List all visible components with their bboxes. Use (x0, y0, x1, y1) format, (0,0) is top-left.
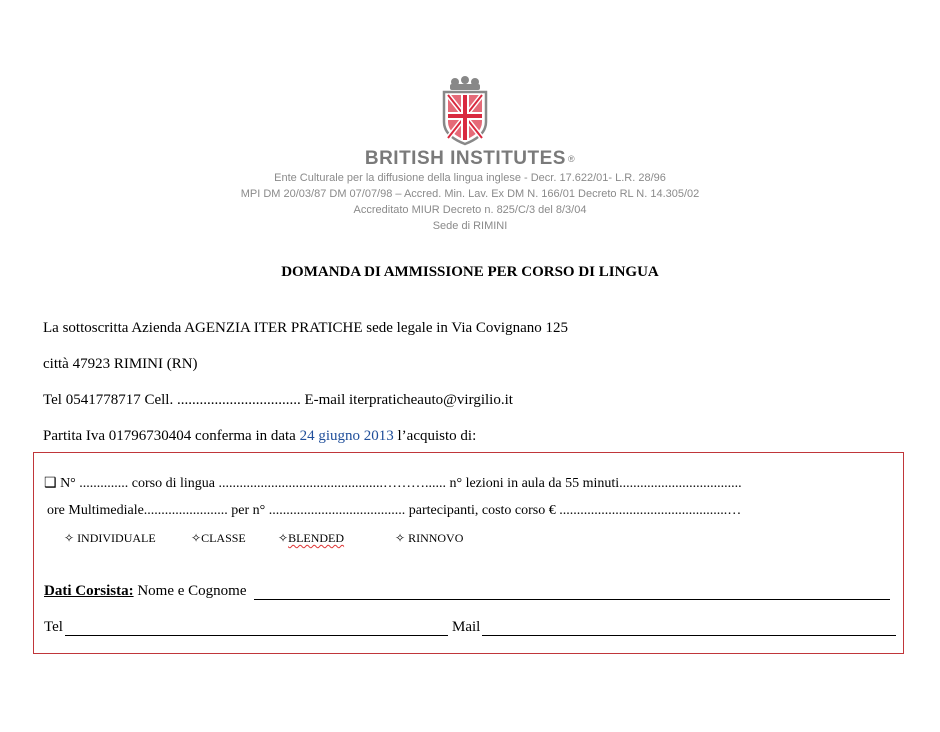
option-star-icon: ✧ (395, 531, 406, 545)
option-star-icon: ✧ (278, 531, 289, 545)
header-line-1: Ente Culturale per la diffusione della lingua inglese - Decr. 17.622/01- L.R. 28/96 (274, 172, 666, 184)
option-label: CLASSE (201, 531, 246, 545)
brand-text: BRITISH INSTITUTES (364, 148, 566, 169)
document-title: DOMANDA DI AMMISSIONE PER CORSO DI LINGUA (281, 264, 659, 280)
student-data-row (44, 583, 246, 600)
option-label: BLENDED (288, 531, 345, 545)
option-classe[interactable] (191, 531, 246, 546)
option-label: RINNOVO (408, 531, 464, 545)
hours-row: ore Multimediale........................ per n° ....................................... partecipanti, costo corso € ................................................… (47, 503, 742, 518)
confirmation-date: 24 giugno 2013 (299, 428, 394, 444)
vat-line (43, 428, 476, 445)
checkbox-icon[interactable]: ❑ (44, 476, 57, 491)
option-individuale[interactable] (64, 531, 156, 546)
option-star-icon: ✧ (191, 531, 202, 545)
header-line-4: Sede di RIMINI (432, 220, 508, 232)
course-row (44, 475, 742, 492)
course-form-box (33, 452, 904, 654)
company-line: La sottoscritta Azienda AGENZIA ITER PRATICHE sede legale in Via Covignano 125 (43, 320, 568, 336)
mail-field[interactable] (482, 635, 896, 636)
vat-text: Partita Iva 01796730404 conferma in data (43, 428, 300, 444)
option-star-icon: ✧ (64, 531, 75, 545)
course-row-text: N° .............. corso di lingua ...............................................………...... n° lezioni in aula da 55 minuti................................... (60, 476, 742, 491)
union-jack-shield-icon (441, 76, 489, 146)
name-field[interactable] (254, 599, 890, 600)
city-line: città 47923 RIMINI (RN) (43, 356, 198, 372)
registered-mark: ® (567, 153, 576, 164)
header-line-3: Accreditato MIUR Decreto n. 825/C/3 del 8/3/04 (353, 204, 587, 216)
name-label: Nome e Cognome (133, 583, 247, 599)
vat-text-end: l’acquisto di: (393, 428, 477, 444)
option-rinnovo[interactable] (395, 531, 463, 546)
brand-name (0, 148, 940, 170)
mail-label: Mail (452, 619, 481, 635)
student-data-label: Dati Corsista: (44, 583, 134, 599)
contact-line: Tel 0541778717 Cell. ................................. E-mail iterpraticheauto@virgilio.it (43, 392, 513, 408)
tel-field[interactable] (65, 635, 448, 636)
tel-label: Tel (44, 619, 63, 635)
option-label: INDIVIDUALE (77, 531, 156, 545)
header-line-2: MPI DM 20/03/87 DM 07/07/98 – Accred. Min. Lav. Ex DM N. 166/01 Decreto RL N. 14.305/02 (240, 188, 700, 200)
option-blended[interactable] (278, 531, 344, 546)
